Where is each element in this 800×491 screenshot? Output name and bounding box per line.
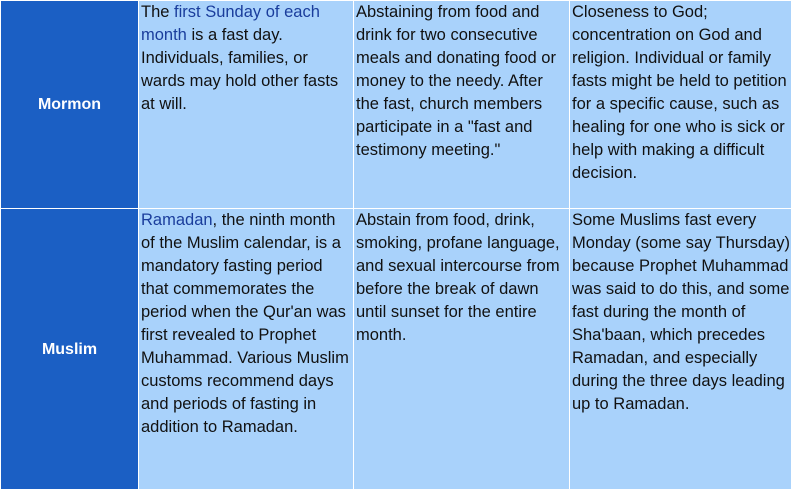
religion-cell-mormon: Mormon [1, 1, 139, 209]
description-cell-mormon [139, 1, 354, 209]
description-text-mormon: is a fast day. Individuals, families, or wards may hold other fasts at will. [141, 26, 339, 113]
purpose-cell-muslim: Some Muslims fast every Monday (some say Thursday) because Prophet Muhammad was said to do this, and some fast during the month of Sha'baan, which precedes Ramadan, and especially during the three days leading up to Ramadan. [570, 209, 792, 490]
first-sunday-link[interactable]: first Sunday of each month [141, 3, 320, 44]
description-prefix-mormon: The [141, 3, 175, 21]
practice-cell-mormon: Abstaining from food and drink for two consecutive meals and donating food or money to the needy. After the fast, church members participate in a "fast and testimony meeting." [354, 1, 570, 209]
practice-cell-muslim: Abstain from food, drink, smoking, profane language, and sexual intercourse from before the break of dawn until sunset for the entire month. [354, 209, 570, 490]
description-cell-muslim [139, 209, 354, 490]
purpose-cell-mormon: Closeness to God; concentration on God and religion. Individual or family fasts might be held to petition for a specific cause, such as healing for one who is sick or help with making a difficult decision. [570, 1, 792, 209]
table-row-muslim [1, 209, 792, 490]
description-text-muslim: , the ninth month of the Muslim calendar, is a mandatory fasting period that commemorates the period when the Qur'an was first revealed to Prophet Muhammad. Various Muslim customs recommend days and periods of fasting in addition to Ramadan. [141, 211, 349, 436]
religion-cell-muslim: Muslim [1, 209, 139, 490]
table-row-mormon [1, 1, 792, 209]
ramadan-link[interactable]: Ramadan [141, 211, 213, 229]
